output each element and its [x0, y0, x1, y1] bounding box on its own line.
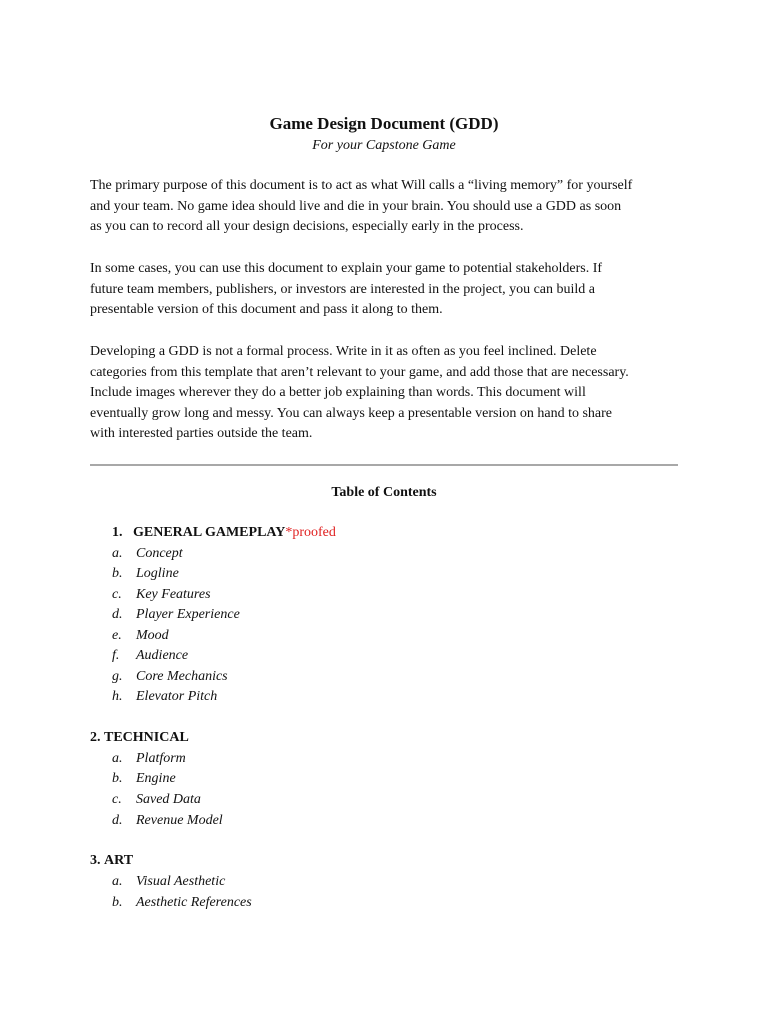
toc-section-heading: TECHNICAL	[104, 730, 189, 745]
toc-section-technical	[90, 730, 189, 746]
toc-item-label: Logline	[136, 566, 179, 581]
toc-item-label: Saved Data	[136, 792, 201, 807]
toc-item-label: Mood	[136, 628, 169, 643]
intro-paragraph-1	[90, 176, 690, 238]
paragraph-line: with interested parties outside the team.	[90, 426, 313, 441]
paragraph-line: presentable version of this document and pass it along to them.	[90, 302, 443, 317]
toc-item-label: Core Mechanics	[136, 669, 228, 684]
paragraph-line: In some cases, you can use this document to explain your game to potential stakeholders. If	[90, 261, 603, 276]
toc-item-letter: a.	[112, 874, 123, 889]
toc-section-general-gameplay	[112, 525, 336, 541]
toc-item-label: Elevator Pitch	[136, 689, 218, 704]
toc-item-letter: d.	[112, 607, 123, 622]
toc-item-label: Key Features	[136, 587, 211, 602]
paragraph-line: The primary purpose of this document is to act as what Will calls a “living memory” for yourself	[90, 178, 633, 193]
toc-item-label: Player Experience	[136, 607, 240, 622]
toc-item-label: Platform	[136, 751, 186, 766]
toc-item-label: Visual Aesthetic	[136, 874, 226, 889]
paragraph-line: eventually grow long and messy. You can always keep a presentable version on hand to share	[90, 405, 613, 421]
intro-paragraph-3	[90, 342, 690, 445]
document-title: Game Design Document (GDD)	[269, 114, 499, 133]
toc-item-letter: e.	[112, 628, 122, 643]
toc-section-number: 1.	[112, 525, 123, 540]
toc-section-art	[90, 853, 133, 869]
paragraph-line: future team members, publishers, or investors are interested in the project, you can build a	[90, 281, 596, 297]
toc-item-letter: a.	[112, 546, 123, 561]
toc-item-label: Engine	[136, 771, 176, 786]
toc-section-heading: ART	[104, 853, 134, 868]
toc-item-label: Aesthetic References	[136, 895, 252, 910]
toc-item-letter: f.	[112, 648, 120, 663]
toc-item-letter: g.	[112, 669, 123, 684]
toc-item-letter: b.	[112, 771, 123, 786]
toc-item-letter: d.	[112, 813, 123, 828]
toc-item-letter: c.	[112, 792, 122, 807]
paragraph-line: as you can to record all your design decisions, especially early in the process.	[90, 219, 524, 234]
toc-item-letter: h.	[112, 689, 123, 704]
paragraph-line: and your team. No game idea should live and die in your brain. You should use a GDD as soon	[90, 198, 622, 214]
paragraph-line: Developing a GDD is not a formal process. Write in it as often as you feel inclined. Delete	[90, 344, 597, 359]
toc-item-letter: b.	[112, 895, 123, 910]
paragraph-line: categories from this template that aren’t relevant to your game, and add those that are necessary.	[90, 364, 629, 380]
toc-item-label: Audience	[136, 648, 189, 663]
toc-section-number: 2.	[90, 730, 101, 745]
toc-section-number: 3.	[90, 853, 101, 868]
proofed-note: *proofed	[285, 525, 336, 540]
toc-item-label: Revenue Model	[136, 813, 223, 828]
toc-section-heading: GENERAL GAMEPLAY	[133, 525, 286, 540]
toc-item-label: Concept	[136, 546, 183, 561]
toc-item-letter: c.	[112, 587, 122, 602]
document-subtitle: For your Capstone Game	[312, 138, 456, 153]
toc-item-letter: a.	[112, 751, 123, 766]
paragraph-line: Include images wherever they do a better job explaining than words. This document will	[90, 385, 586, 400]
toc-item-letter: b.	[112, 566, 123, 581]
intro-paragraph-2	[90, 259, 690, 321]
horizontal-divider	[90, 464, 678, 466]
toc-title: Table of Contents	[331, 485, 437, 500]
